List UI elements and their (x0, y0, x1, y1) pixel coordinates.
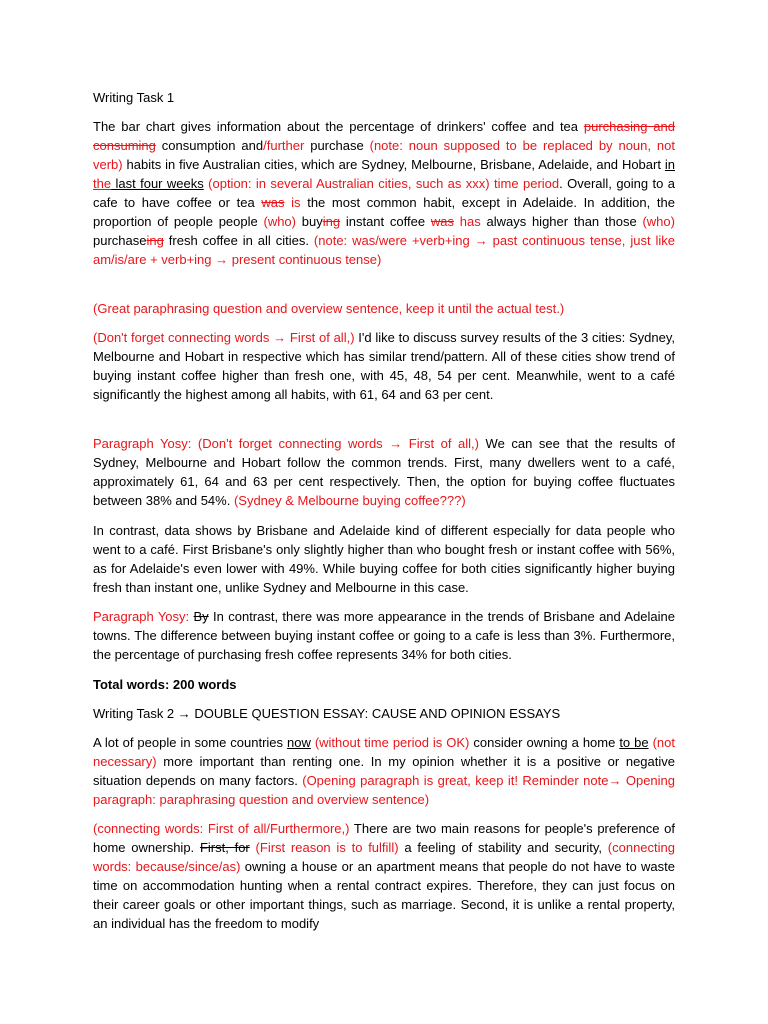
task1-body-paragraph-yosy-1: Paragraph Yosy: (Don't forget connecting words → First of all,) We can see that the results of Sydney, Melbourne and Hobart follow the common trends. First, many dwellers went to a café, approximately 61, 64 and 63 per cent respectively. Then, the option for buying coffee fluctuates between 38% and 54%. (Sydney & Melbourne buying coffee???) (93, 436, 675, 508)
task2-body-paragraph-1: (connecting words: First of all/Furthermore,) There are two main reasons for people's preference of home ownership. First, for (First reason is to fulfill) a feeling of stability and security, (connecting words: because/since/as) owning a house or an apartment means that people do not have to waste time on accommodation hunting when a rental contract expires. Therefore, they can just focus on their career goals or other important things, such as marriage. Second, it is unlike a rental property, an individual has the freedom to modify (93, 821, 676, 931)
task1-feedback-note: (Great paraphrasing question and overview sentence, keep it until the actual test.) (93, 301, 565, 316)
task1-heading: Writing Task 1 (93, 90, 175, 105)
task1-intro-paragraph: The bar chart gives information about the percentage of drinkers' coffee and tea purchasing and consuming consumption and/further purchase (note: noun supposed to be replaced by noun, not verb) habits in five Australian cities, which are Sydney, Melbourne, Brisbane, Adelaide, and Hobart in the last four weeks (option: in several Australian cities, such as xxx) time period. Overall, going to a cafe to have coffee or tea was is the most common habit, except in Adelaide. In addition, the proportion of people people (who) buying instant coffee was has always higher than those (who) purchaseing fresh coffee in all cities. (note: was/were +verb+ing → past continuous tense, just like am/is/are + verb+ing → present continuous tense) (93, 119, 676, 267)
total-words: Total words: 200 words (93, 677, 237, 692)
task2-intro-paragraph: A lot of people in some countries now (without time period is OK) consider owning a home to be (not necessary) more important than renting one. In my opinion whether it is a positive or negative situation depends on many factors. (Opening paragraph is great, keep it! Reminder note→ Opening paragraph: paraphrasing question and overview sentence) (93, 735, 675, 807)
task1-body-paragraph-1: (Don't forget connecting words → First of all,) I'd like to discuss survey results of the 3 cities: Sydney, Melbourne and Hobart in respective which has similar trend/pattern. All of these cities show trend of buying instant coffee higher than fresh one, with 45, 48, 54 per cent. Meanwhile, went to a café significantly the highest among all habits, with 61, 64 and 63 per cent. (93, 330, 675, 402)
task2-heading: Writing Task 2 → DOUBLE QUESTION ESSAY: CAUSE AND OPINION ESSAYS (93, 706, 561, 721)
task1-body-paragraph-2: In contrast, data shows by Brisbane and Adelaide kind of different especially for data people who went to a café. First Brisbane's only slightly higher than who bought fresh or instant coffee with 56%, as for Adelaide's even lower with 49%. While buying coffee for both cities significantly higher buying fresh than instant one, unlike Sydney and Melbourne in this case. (93, 523, 675, 595)
task1-body-paragraph-yosy-2: Paragraph Yosy: By In contrast, there was more appearance in the trends of Brisbane and Adelaine towns. The difference between buying instant coffee or going to a cafe is less than 3%. Furthermore, the percentage of purchasing fresh coffee represents 34% for both cities. (93, 609, 676, 662)
